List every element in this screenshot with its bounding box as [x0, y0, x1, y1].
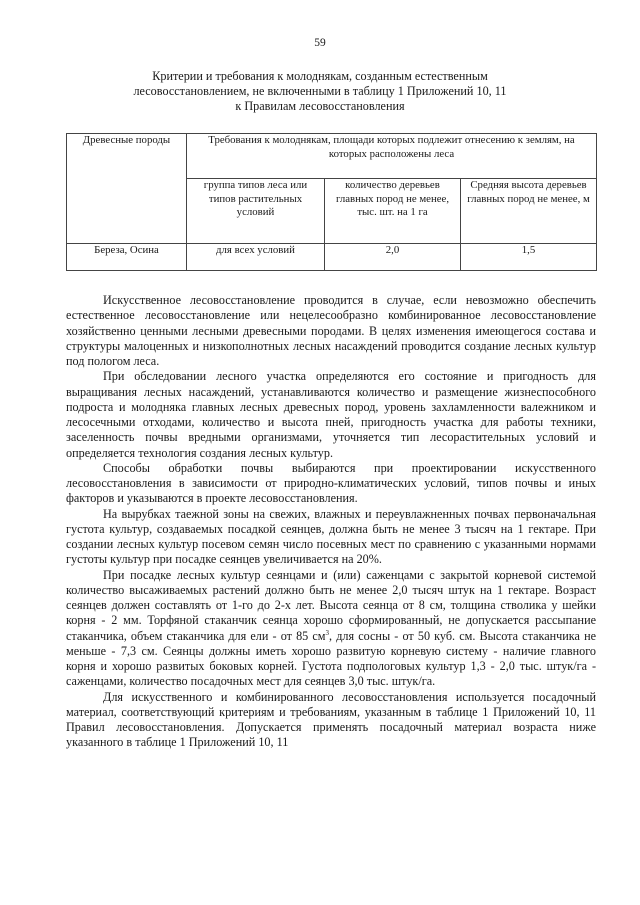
header-species: Древесные породы: [67, 134, 187, 179]
paragraph-5-part-2: , для сосны - от 50 куб. см. Высота стаканчика не меньше - 7,3 см. Сеянцы должны иметь хорошо развитую корневую систему - наличие главного корня и хорошо развитых боковых корней. Густота подпологовых культур 1,3 - 2,0 тыс. штук/га - саженцами, количество посадочных мест для сеянцев 3,0 тыс. штук/га.: [66, 628, 596, 689]
cell-count: 2,0: [325, 244, 461, 271]
subheader-forest-type-group: группа типов леса или типов растительных условий: [187, 179, 325, 244]
paragraph-1: Искусственное лесовосстановление проводится в случае, если невозможно обеспечить естественное лесовосстановление или нецелесообразно комбинированное лесовосстановление хозяйственно ценными лесными древесными породами. В целях изменения имеющегося состава и структуры малоценных и низкополнотных лесных насаждений проводится создание лесных культур под пологом леса.: [66, 293, 596, 368]
paragraph-5: [66, 568, 596, 690]
subheader-tree-count: количество деревьев главных пород не менее, тыс. шт. на 1 га: [325, 179, 461, 244]
body-text: [66, 293, 596, 751]
page-number: 59: [314, 37, 326, 49]
paragraph-2: При обследовании лесного участка определяются его состояние и пригодность для выращивания лесных насаждений, устанавливаются количество и размещение жизнеспособного подроста и молодняка главных лесных древесных пород, уровень захламленности валежником и лесосечными отходами, количество и высота пней, пригодность участка для работы техники, заселенность почвы вредными организмами, уточняется тип лесорастительных условий и определяется технология создания лесных культур.: [66, 369, 596, 460]
table-header-row-2: [67, 179, 597, 244]
cell-condition: для всех условий: [187, 244, 325, 271]
table-title-line-1: Критерии и требования к молоднякам, созданным естественным: [152, 69, 488, 83]
cell-species: Береза, Осина: [67, 244, 187, 271]
paragraph-5-part-1: При посадке лесных культур сеянцами и (или) саженцами с закрытой корневой системой количество высаживаемых растений должно быть не менее 2,0 тысяч штук на 1 гектаре. Возраст сеянцев должен составлять от 1-го до 2-х лет. Высота сеянца от 8 см, толщина стволика у шейки корня - 2 мм. Торфяной стаканчик сеянца хорошо сформированный, не допускается рассыпание стаканчика, объем стаканчика для ели - от 85 см: [66, 567, 596, 643]
table-header-row-1: [67, 134, 597, 179]
table-title-line-2: лесовосстановлением, не включенными в таблицу 1 Приложений 10, 11: [133, 84, 507, 99]
table-title-line-3: к Правилам лесовосстановления: [235, 99, 405, 114]
table-row: [67, 244, 597, 271]
header-species-continuation: [67, 179, 187, 244]
subheader-average-height: Средняя высота деревьев главных пород не менее, м: [461, 179, 597, 244]
paragraph-6: Для искусственного и комбинированного лесовосстановления используется посадочный материал, соответствующий критериям и требованиям, указанным в таблице 1 Приложений 10, 11 Правил лесовосстановления. Допускается применять посадочный материал возраста ниже указанного в таблице 1 Приложений 10, 11: [66, 689, 596, 750]
paragraph-3: Способы обработки почвы выбираются при проектировании искусственного лесовосстановления в зависимости от природно-климатических условий, типов почвы и иных факторов и указываются в проекте лесовосстановления.: [66, 460, 596, 506]
cell-height: 1,5: [461, 244, 597, 271]
criteria-table: [66, 133, 597, 271]
paragraph-4: На вырубках таежной зоны на свежих, влажных и переувлажненных почвах первоначальная густота культур, создаваемых посадкой сеянцев, должна быть не менее 3 тысяч на 1 гектаре. При создании лесных культур посевом семян число посевных мест по сравнению с указанными нормами густоты культур при посадке сеянцев увеличивается на 20%.: [66, 506, 596, 567]
superscript-cubic: 3: [325, 628, 330, 637]
header-requirements-group: Требования к молоднякам, площади которых подлежит отнесению к землям, на которых расположены леса: [187, 134, 597, 179]
table-title: [96, 69, 544, 115]
